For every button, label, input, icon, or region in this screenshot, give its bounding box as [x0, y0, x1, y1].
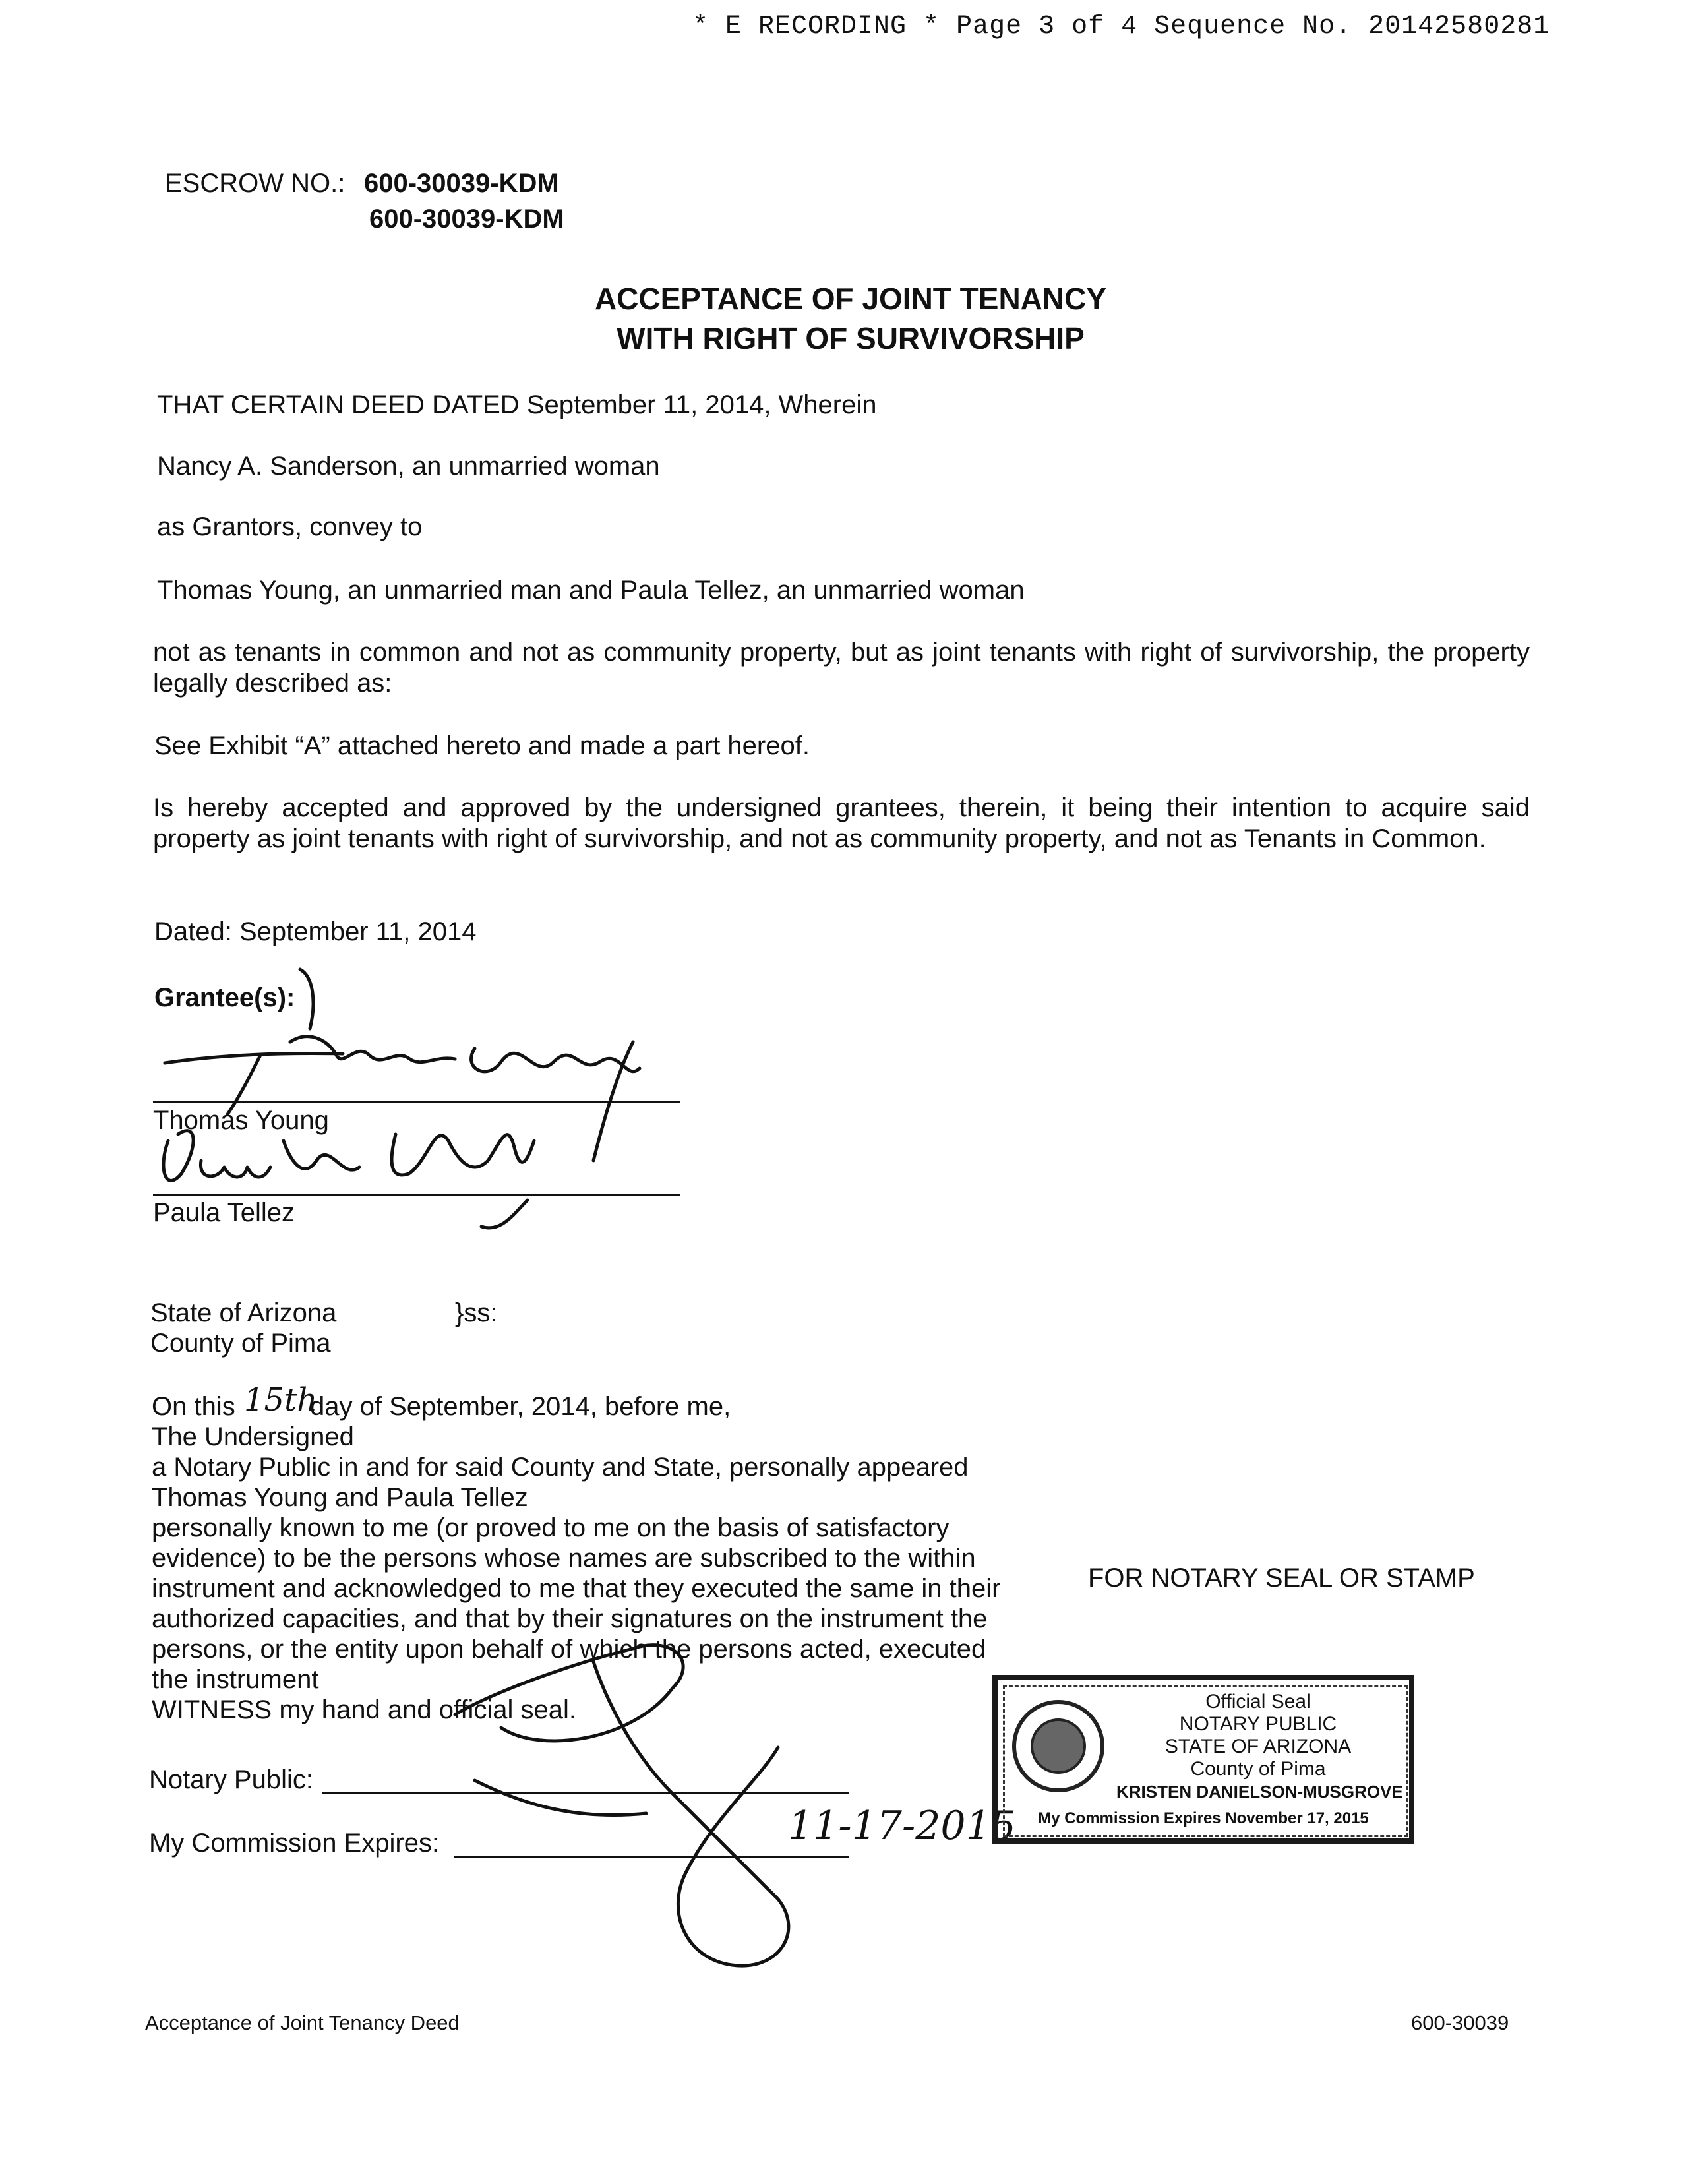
document-title-line2: WITH RIGHT OF SURVIVORSHIP: [617, 321, 1085, 355]
grantee-name-thomas: Thomas Young: [153, 1106, 329, 1135]
handwritten-day: 15th: [244, 1381, 318, 1418]
ack-line-7: authorized capacities, and that by their signatures on the instrument the: [152, 1604, 988, 1633]
ack-line-2: a Notary Public in and for said County and State, personally appeared: [152, 1453, 969, 1482]
escrow-number-2: 600-30039-KDM: [369, 204, 564, 233]
venue-state: State of Arizona: [150, 1298, 337, 1327]
exhibit-line: See Exhibit “A” attached hereto and made a part hereof.: [154, 731, 810, 760]
ack-line-10: WITNESS my hand and official seal.: [152, 1695, 576, 1724]
signature-thomas-young: [165, 969, 640, 1161]
ack-line-4: personally known to me (or proved to me on the basis of satisfactory: [152, 1513, 950, 1542]
notary-seal-caption: FOR NOTARY SEAL OR STAMP: [1088, 1563, 1475, 1592]
grantees-label: Grantee(s):: [154, 983, 295, 1012]
deed-line: THAT CERTAIN DEED DATED September 11, 2014, Wherein: [157, 390, 877, 419]
signature-paula-tellez: [164, 1131, 534, 1228]
venue-ss: }ss:: [455, 1298, 498, 1327]
stamp-line-6: My Commission Expires November 17, 2015: [1038, 1809, 1369, 1827]
ack-line-6: instrument and acknowledged to me that they executed the same in their: [152, 1574, 1001, 1603]
footer-left: Acceptance of Joint Tenancy Deed: [145, 2011, 460, 2034]
escrow-label: ESCROW NO.:: [165, 169, 346, 198]
ack-line-5: evidence) to be the persons whose names are subscribed to the within: [152, 1544, 976, 1573]
grantors-convey-line: as Grantors, convey to: [157, 512, 423, 541]
signature-notary: [455, 1645, 789, 1966]
stamp-line-2: NOTARY PUBLIC: [1179, 1713, 1337, 1735]
handwritten-commission-date: 11-17-2015: [788, 1803, 1016, 1849]
stamp-line-5: KRISTEN DANIELSON-MUSGROVE: [1116, 1782, 1403, 1802]
footer-right: 600-30039: [1411, 2011, 1509, 2034]
document-title-line1: ACCEPTANCE OF JOINT TENANCY: [594, 282, 1107, 316]
notary-public-label: Notary Public:: [149, 1765, 313, 1794]
grantor-line: Nancy A. Sanderson, an unmarried woman: [157, 452, 660, 481]
day-of-month-line: day of September, 2014, before me,: [310, 1392, 731, 1421]
venue-county: County of Pima: [150, 1329, 331, 1358]
tenancy-paragraph: not as tenants in common and not as community property, but as joint tenants with right of survivorship, the property legally described as:: [153, 638, 1530, 698]
commission-label: My Commission Expires:: [149, 1829, 440, 1858]
acceptance-paragraph: Is hereby accepted and approved by the undersigned grantees, therein, it being their intention to acquire said property as joint tenants with right of survivorship, and not as community property, and not as Tenants in Common.: [153, 793, 1530, 853]
stamp-line-1: Official Seal: [1205, 1691, 1311, 1713]
dated-line: Dated: September 11, 2014: [154, 917, 477, 946]
on-this-label: On this: [152, 1392, 235, 1421]
stamp-line-3: STATE OF ARIZONA: [1164, 1736, 1352, 1757]
escrow-number-1: 600-30039-KDM: [364, 169, 559, 198]
ack-line-1: The Undersigned: [152, 1422, 354, 1451]
grantee-name-paula: Paula Tellez: [153, 1198, 295, 1227]
recording-header: * E RECORDING * Page 3 of 4 Sequence No. 20142580281: [692, 12, 1550, 42]
grantees-line: Thomas Young, an unmarried man and Paula Tellez, an unmarried woman: [157, 576, 1025, 605]
ack-line-8: persons, or the entity upon behalf of which the persons acted, executed: [152, 1635, 986, 1664]
stamp-line-4: County of Pima: [1190, 1758, 1326, 1780]
ack-line-9: the instrument: [152, 1665, 319, 1694]
ack-line-3: Thomas Young and Paula Tellez: [152, 1483, 528, 1512]
